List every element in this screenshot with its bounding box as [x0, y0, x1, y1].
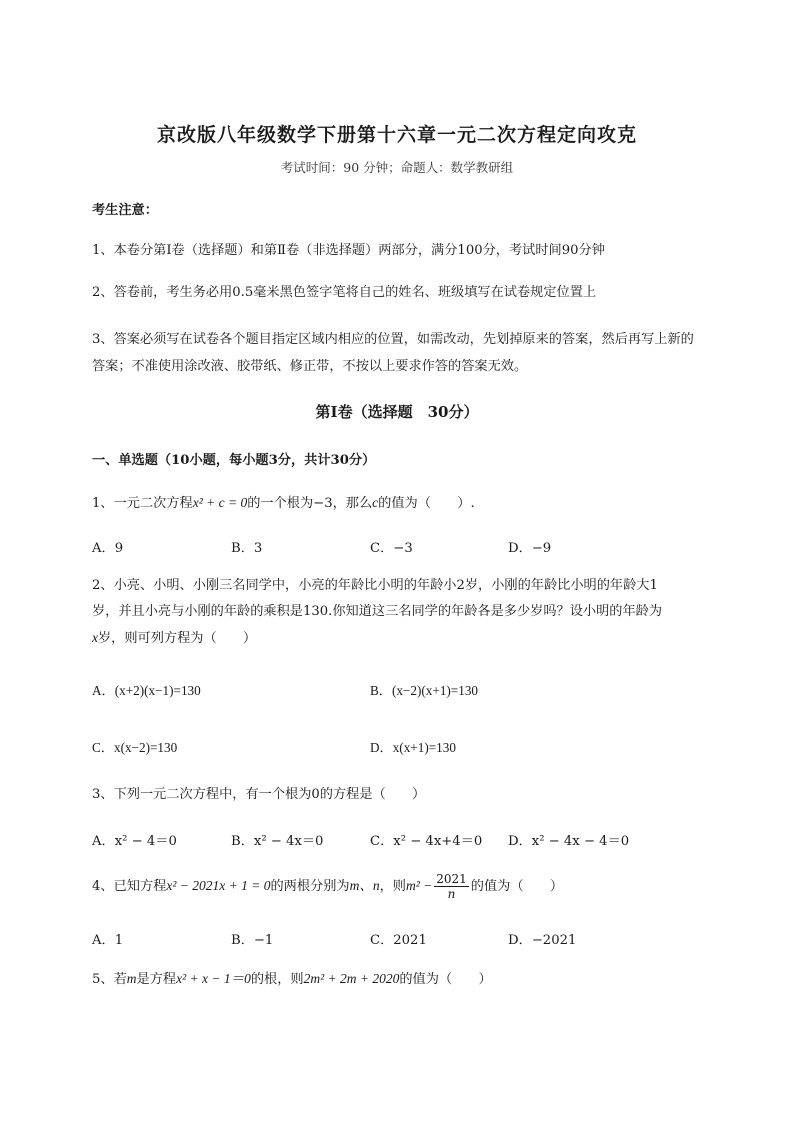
q3-option-d[interactable]: D．x² − 4x − 4＝0	[508, 834, 630, 849]
part-heading: 一、单选题（10小题，每小题3分，共计30分）	[92, 453, 376, 468]
q4-option-b[interactable]: B．−1	[231, 933, 274, 948]
q4-text-c: ，则	[379, 879, 406, 894]
question-1-stem	[92, 494, 475, 513]
q5-equation: x² + x − 1＝0	[176, 971, 251, 986]
question-3-stem: 3、下列一元二次方程中，有一个根为0的方程是（ ）	[92, 787, 426, 802]
q2-option-d[interactable]: D．x(x+1)=130	[370, 740, 456, 755]
q3-option-c[interactable]: C．x² − 4x+4＝0	[370, 834, 483, 849]
question-4-stem	[92, 870, 563, 903]
q4-text-a: 4、已知方程	[92, 879, 167, 894]
q1-option-a[interactable]: A．9	[92, 541, 124, 556]
q3-option-a[interactable]: A．x² − 4＝0	[92, 834, 177, 849]
q2-option-c[interactable]: C．x(x−2)=130	[92, 740, 178, 755]
q4-option-d[interactable]: D．−2021	[508, 933, 577, 948]
note-item-1: 1、本卷分第I卷（选择题）和第Ⅱ卷（非选择题）两部分，满分100分，考试时间90分钟	[92, 243, 605, 258]
q4-option-a[interactable]: A．1	[92, 933, 124, 948]
q5-text-d: 的值为（ ）	[399, 972, 492, 987]
q1-option-d[interactable]: D．−9	[508, 541, 552, 556]
question-2-line-3	[92, 629, 256, 648]
question-2-line-1: 2、小亮、小明、小刚三名同学中，小亮的年龄比小明的年龄小2岁，小刚的年龄比小明的年龄大1	[92, 578, 658, 593]
q2-option-a[interactable]: A．(x+2)(x−1)=130	[92, 683, 201, 698]
q1-text-b: 的一个根为−3，那么	[247, 496, 373, 511]
q1-option-c[interactable]: C．−3	[370, 541, 413, 556]
q4-expression: m² −	[405, 878, 433, 893]
q4-roots: m、n	[349, 878, 380, 893]
note-item-3: 3、答案必须写在试卷各个题目指定区域内相应的位置，如需改动，先划掉原来的答案，然后再写上新的答案；不准使用涂改液、胶带纸、修正带，不按以上要求作答的答案无效。	[92, 332, 694, 374]
q1-text-a: 1、一元二次方程	[92, 496, 193, 511]
section-title: 第I卷（选择题 30分）	[315, 403, 479, 421]
q4-text-d: 的值为（ ）	[470, 879, 564, 894]
q5-text-b: 是方程	[136, 972, 177, 987]
note-item-2: 2、答卷前，考生务必用0.5毫米黑色签字笔将自己的姓名、班级填写在试卷规定位置上	[92, 285, 597, 300]
page-title: 京改版八年级数学下册第十六章一元二次方程定向攻克	[156, 124, 637, 146]
q4-fraction-denominator: n	[447, 887, 456, 901]
q1-variable: c	[372, 495, 379, 510]
q4-option-c[interactable]: C．2021	[370, 933, 427, 948]
q4-text-b: 的两根分别为	[270, 879, 350, 894]
q3-option-b[interactable]: B．x² − 4x＝0	[231, 834, 324, 849]
q2-option-b[interactable]: B．(x−2)(x+1)=130	[370, 683, 479, 698]
notes-heading: 考生注意：	[92, 203, 158, 218]
exam-subtitle: 考试时间：90 分钟；命题人：数学教研组	[280, 160, 514, 175]
q4-equation: x² − 2021x + 1 = 0	[166, 878, 271, 893]
question-2-line-2: 岁，并且小亮与小刚的年龄的乘积是130.你知道这三名同学的年龄各是多少岁吗？设小明的年龄为	[92, 604, 663, 619]
q1-text-c: 的值为（ ）.	[378, 496, 475, 511]
question-5-stem	[92, 970, 492, 989]
q2-variable: x	[92, 630, 98, 645]
q1-option-b[interactable]: B．3	[231, 541, 263, 556]
q5-variable: m	[126, 971, 137, 986]
q4-fraction	[434, 872, 469, 901]
q2-text-end: 岁，则可列方程为（ ）	[98, 631, 257, 646]
q4-fraction-numerator: 2021	[436, 872, 467, 886]
q5-text-c: 的根，则	[250, 972, 304, 987]
q1-equation: x² + c = 0	[192, 495, 248, 510]
q5-text-a: 5、若	[92, 972, 127, 987]
q5-expression: 2m² + 2m + 2020	[303, 971, 400, 986]
